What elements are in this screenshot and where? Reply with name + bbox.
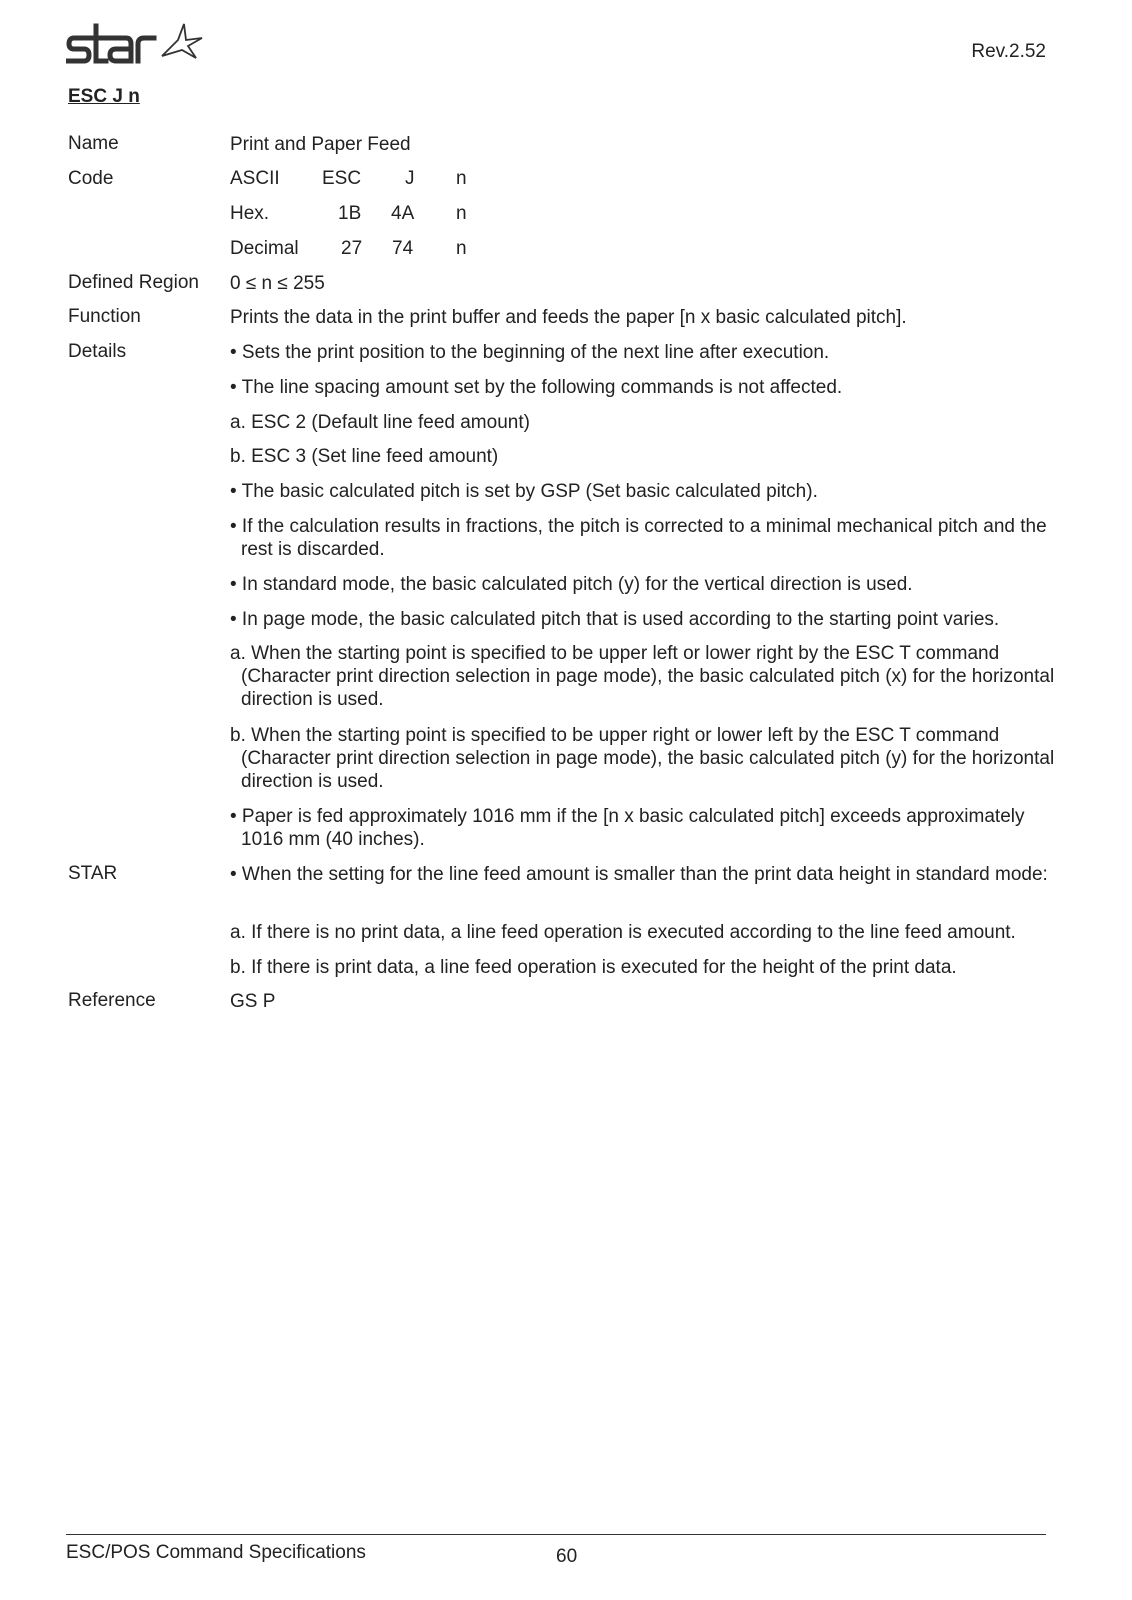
defined-region-label: Defined Region	[68, 272, 199, 293]
details-item: a. ESC 2 (Default line feed amount)	[230, 412, 530, 433]
code-cell: ESC	[322, 168, 362, 189]
revision-label: Rev.2.52	[971, 41, 1046, 62]
details-item: • The line spacing amount set by the following commands is not affected.	[230, 377, 843, 398]
star-note: a. If there is no print data, a line feed operation is executed according to the line feed amount.	[230, 922, 1016, 943]
star-label: STAR	[68, 863, 118, 884]
code-cell: n	[456, 238, 467, 259]
code-cell: Hex.	[230, 203, 270, 224]
footer-doc-title: ESC/POS Command Specifications	[66, 1542, 366, 1563]
star-note: • When the setting for the line feed amount is smaller than the print data height in standard mode:	[230, 864, 1048, 885]
details-label: Details	[68, 341, 127, 362]
function-label: Function	[68, 306, 141, 327]
star-logo	[66, 18, 206, 70]
code-cell: J	[405, 168, 415, 189]
name-value: Print and Paper Feed	[230, 134, 411, 155]
footer-divider	[66, 1534, 1046, 1535]
details-item: • If the calculation results in fractions, the pitch is corrected to a minimal mechanical pitch and the rest is discarded.	[230, 516, 1047, 560]
code-cell: 27	[341, 238, 363, 259]
star-note: b. If there is print data, a line feed operation is executed for the height of the print data.	[230, 957, 957, 978]
code-cell: 74	[392, 238, 414, 259]
details-item: • In page mode, the basic calculated pitch that is used according to the starting point varies.	[230, 609, 1000, 630]
code-cell: Decimal	[230, 238, 299, 259]
details-item: • In standard mode, the basic calculated pitch (y) for the vertical direction is used.	[230, 574, 913, 595]
name-label: Name	[68, 133, 119, 154]
details-item: • The basic calculated pitch is set by GSP (Set basic calculated pitch).	[230, 481, 818, 502]
code-cell: n	[456, 203, 467, 224]
code-cell: ASCII	[230, 168, 280, 189]
command-title: ESC J n	[68, 86, 140, 107]
code-cell: n	[456, 168, 467, 189]
details-item: • Sets the print position to the beginning of the next line after execution.	[230, 342, 830, 363]
footer-page-number: 60	[556, 1546, 578, 1567]
defined-region-value: 0 ≤ n ≤ 255	[230, 273, 325, 294]
reference-value: GS P	[230, 991, 276, 1012]
details-item: b. ESC 3 (Set line feed amount)	[230, 446, 499, 467]
code-cell: 1B	[338, 203, 362, 224]
reference-label: Reference	[68, 990, 156, 1011]
code-label: Code	[68, 168, 114, 189]
function-value: Prints the data in the print buffer and feeds the paper [n x basic calculated pitch].	[230, 307, 907, 328]
details-item: • Paper is fed approximately 1016 mm if the [n x basic calculated pitch] exceeds approximately 1016 mm (40 inches).	[230, 806, 1025, 850]
code-cell: 4A	[391, 203, 415, 224]
details-item: b. When the starting point is specified to be upper right or lower left by the ESC T command (Character print direction selection in page mode), the basic calculated pitch (y) for the horizontal direction is used.	[230, 725, 1055, 792]
details-item: a. When the starting point is specified to be upper left or lower right by the ESC T command (Character print direction selection in page mode), the basic calculated pitch (x) for the horizontal direction is used.	[230, 643, 1055, 710]
